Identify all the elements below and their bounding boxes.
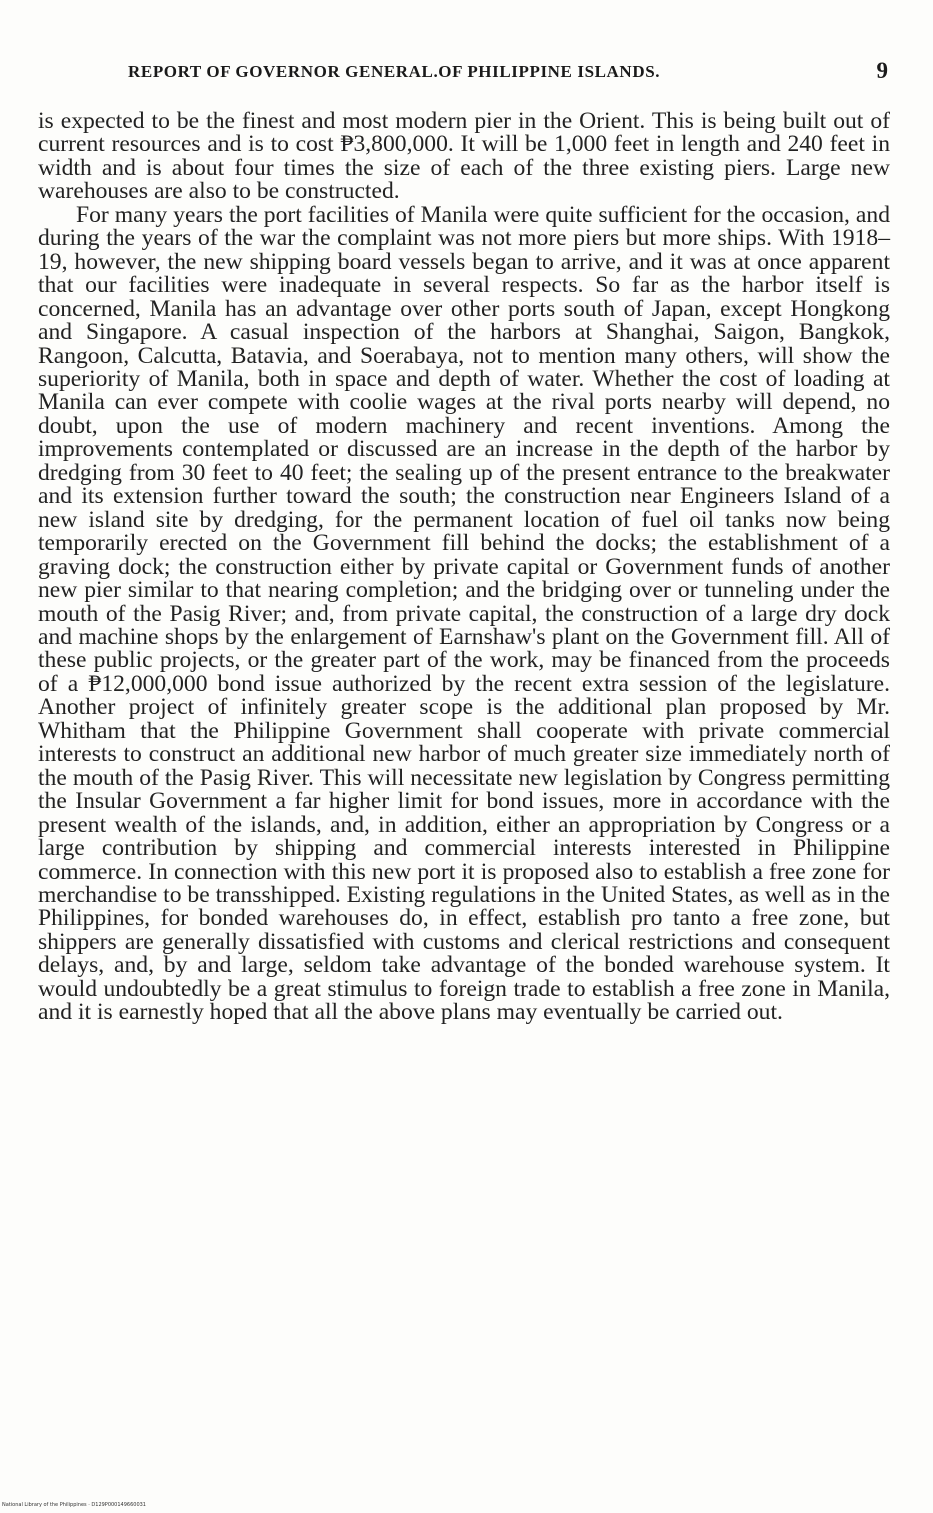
- page-header: [128, 58, 888, 88]
- running-title: REPORT OF GOVERNOR GENERAL.OF PHILIPPINE ISLANDS.: [128, 62, 661, 81]
- scan-credit: National Library of the Philippines · D129P000149660031: [2, 1502, 146, 1508]
- paragraph-port-facilities: For many years the port facilities of Manila were quite sufficient for the occasion, and during the years of the war the complaint was not more piers but more ships. With 1918–19, however, the new shipping board vessels began to arrive, and it was at once apparent that our facilities were inadequate in several respects. So far as the harbor itself is concerned, Manila has an advantage over other ports south of Japan, except Hongkong and Singapore. A casual inspection of the harbors at Shanghai, Saigon, Bangkok, Rangoon, Calcutta, Batavia, and Soerabaya, not to mention many others, will show the superiority of Manila, both in space and depth of water. Whether the cost of loading at Manila can ever compete with coolie wages at the rival ports nearby will depend, no doubt, upon the use of modern machinery and recent inventions. Among the improvements contemplated or discussed are an increase in the depth of the harbor by dredging from 30 feet to 40 feet; the sealing up of the present entrance to the breakwater and its extension further toward the south; the construction near Engineers Island of a new island site by dredging, for the permanent location of fuel oil tanks now being temporarily erected on the Government fill behind the docks; the establishment of a graving dock; the construction either by private capital or Government funds of another new pier similar to that nearing completion; and the bridging over or tunneling under the mouth of the Pasig River; and, from private capital, the construction of a large dry dock and machine shops by the enlargement of Earnshaw's plant on the Government fill. All of these public projects, or the greater part of the work, may be financed from the proceeds of a ₱12,000,000 bond issue authorized by the recent extra session of the legislature. Another project of infinitely greater scope is the additional plan proposed by Mr. Whitham that the Philippine Government shall cooperate with private commercial interests to construct an additional new harbor of much greater size immediately north of the mouth of the Pasig River. This will necessitate new legislation by Congress permitting the Insular Government a far higher limit for bond issues, more in accordance with the present wealth of the islands, and, in addition, either an appropriation by Congress or a large contribution by shipping and commercial interests interested in Philippine commerce. In connection with this new port it is proposed also to establish a free zone for merchandise to be transshipped. Existing regulations in the United States, as well as in the Philippines, for bonded warehouses do, in effect, establish pro tanto a free zone, but shippers are generally dissatisfied with customs and clerical restrictions and consequent delays, and, by and large, seldom take advantage of the bonded warehouse system. It would undoubtedly be a great stimulus to foreign trade to establish a free zone in Manila, and it is earnestly hoped that all the above plans may eventually be carried out.: [38, 201, 890, 1026]
- page-number: 9: [876, 58, 888, 83]
- paragraph-continued: is expected to be the finest and most modern pier in the Orient. This is being built out of current resources and is to cost ₱3,800,000. It will be 1,000 feet in length and 240 feet in width and is about four times the size of each of the three existing piers. Large new warehouses are also to be constructed.: [38, 108, 890, 205]
- body-text: [38, 110, 890, 1025]
